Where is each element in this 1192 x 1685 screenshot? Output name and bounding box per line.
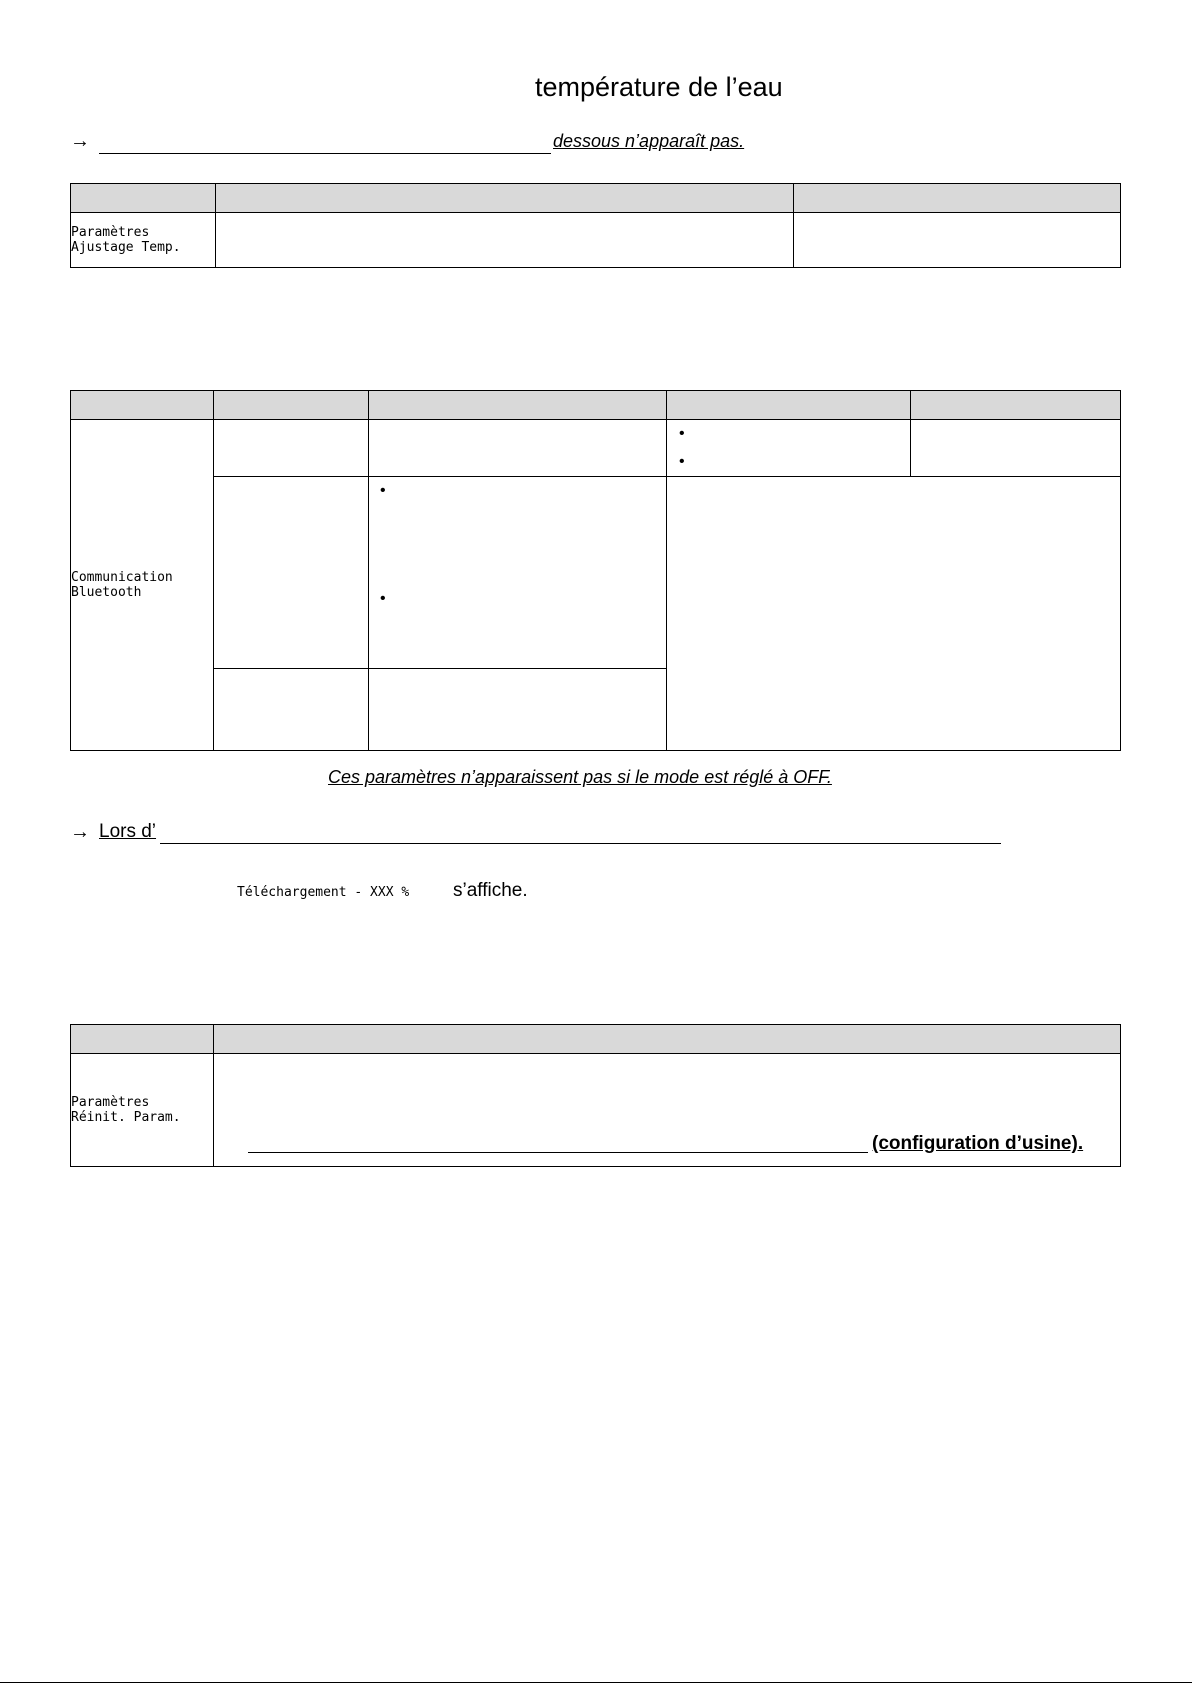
blank-underline [99, 153, 551, 154]
table-header-cell [214, 391, 369, 420]
row-label-cell [71, 213, 216, 268]
table-cell [214, 1054, 1121, 1167]
table-header-cell [911, 391, 1121, 420]
table-cell [794, 213, 1121, 268]
row-label-cell [71, 420, 214, 751]
table-cell [667, 477, 1121, 751]
table-header-cell [214, 1025, 1121, 1054]
table-cell [911, 420, 1121, 477]
blank-underline [248, 1152, 868, 1153]
section2-note: Ces paramètres n’apparaissent pas si le mode est réglé à OFF. [328, 767, 832, 787]
temp-adjust-table [70, 183, 1121, 268]
bluetooth-table [70, 390, 1121, 751]
table-header-cell [71, 391, 214, 420]
table-header-cell [794, 184, 1121, 213]
section1-note: dessous n’apparaît pas. [553, 131, 745, 151]
table-header-cell [71, 1025, 214, 1054]
bullet-icon: • [679, 425, 685, 442]
lcd-menu-label: Paramètres Ajustage Temp. [71, 225, 181, 255]
lcd-menu-label: Paramètres Réinit. Param. [71, 1095, 181, 1125]
table-cell [214, 420, 369, 477]
table-header-cell [667, 391, 911, 420]
table-cell-list [369, 477, 667, 669]
table-cell [369, 420, 667, 477]
bullet-icon: • [679, 453, 685, 470]
table-cell [369, 669, 667, 751]
table-header-cell [216, 184, 794, 213]
bullet-icon: • [380, 590, 386, 607]
bullet-icon: • [380, 482, 386, 499]
table-cell [216, 213, 794, 268]
page-bottom-rule [0, 1682, 1192, 1683]
page-title: température de l’eau [535, 72, 783, 102]
factory-config-note: (configuration d’usine). [872, 1133, 1084, 1154]
section3-suffix: s’affiche. [453, 880, 528, 901]
table-header-cell [369, 391, 667, 420]
arrow-icon: → [70, 821, 90, 843]
reset-table [70, 1024, 1121, 1167]
arrow-icon: → [70, 130, 90, 152]
blank-underline [160, 843, 1001, 844]
table-cell [214, 477, 369, 669]
row-label-cell [71, 1054, 214, 1167]
table-cell-options [667, 420, 911, 477]
table-cell [214, 669, 369, 751]
table-header-cell [71, 184, 216, 213]
section3-lead: Lors d’ [99, 821, 157, 842]
lcd-menu-label: Communication Bluetooth [71, 570, 173, 600]
lcd-display-text: Téléchargement - XXX % [237, 885, 410, 900]
